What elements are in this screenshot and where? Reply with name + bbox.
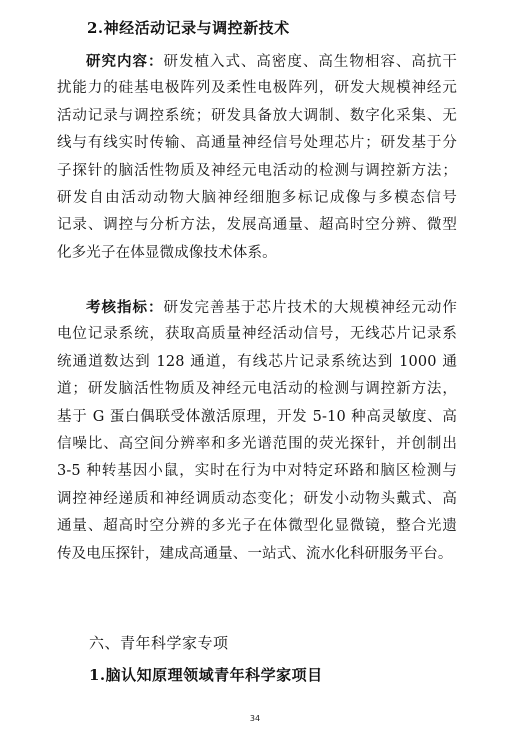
- paragraph-line: 活动记录与调控系统；研发具备放大调制、数字化采集、无: [57, 107, 457, 124]
- paragraph-text: 研发完善基于芯片技术的大规模神经元动作: [163, 300, 457, 316]
- paragraph-line: 线与有线实时传输、高通量神经信号处理芯片；研发基于分: [57, 135, 457, 152]
- section-heading-6: 六、青年科学家专项: [89, 634, 229, 652]
- assessment-label: 考核指标：: [86, 299, 164, 316]
- research-content-label: 研究内容：: [86, 53, 164, 70]
- paragraph-line: [57, 294, 457, 321]
- assessment-paragraph: [57, 294, 457, 568]
- paragraph-line: 化多光子在体显微成像技术体系。: [57, 244, 277, 261]
- paragraph-line: 研发自由活动动物大脑神经细胞多标记成像与多模态信号: [57, 189, 457, 206]
- research-content-paragraph: [57, 48, 457, 267]
- paragraph-text: 研发植入式、高密度、高生物相容、高抗干: [163, 54, 457, 70]
- paragraph-line: 传及电压探针，建成高通量、一站式、流水化科研服务平台。: [57, 545, 453, 562]
- paragraph-line: 调控神经递质和神经调质动态变化；研发小动物头戴式、高: [57, 490, 457, 507]
- paragraph-line: 记录、调控与分析方法，发展高通量、超高时空分辨、微型: [57, 217, 457, 234]
- paragraph-line: [57, 48, 457, 75]
- section-heading-2: 2.神经活动记录与调控新技术: [87, 19, 290, 37]
- subsection-heading-6-1: 1.脑认知原理领域青年科学家项目: [89, 666, 323, 684]
- paragraph-line: 电位记录系统，获取高质量神经活动信号，无线芯片记录系: [57, 326, 457, 343]
- paragraph-line: 统通道数达到 128 通道，有线芯片记录系统达到 1000 通: [57, 353, 457, 370]
- paragraph-line: 3-5 种转基因小鼠，实时在行为中对特定环路和脑区检测与: [57, 463, 457, 480]
- paragraph-line: 信噪比、高空间分辨率和多光谱范围的荧光探针，并创制出: [57, 435, 457, 452]
- paragraph-line: 扰能力的硅基电极阵列及柔性电极阵列，研发大规模神经元: [57, 80, 457, 97]
- paragraph-line: 子探针的脑活性物质及神经元电活动的检测与调控新方法；: [57, 162, 457, 179]
- paragraph-line: 通量、超高时空分辨的多光子在体微型化显微镜，整合光遗: [57, 518, 457, 535]
- page-number: 34: [249, 714, 261, 723]
- paragraph-line: 基于 G 蛋白偶联受体激活原理，开发 5-10 种高灵敏度、高: [57, 408, 457, 425]
- paragraph-line: 道；研发脑活性物质及神经元电活动的检测与调控新方法，: [57, 381, 457, 398]
